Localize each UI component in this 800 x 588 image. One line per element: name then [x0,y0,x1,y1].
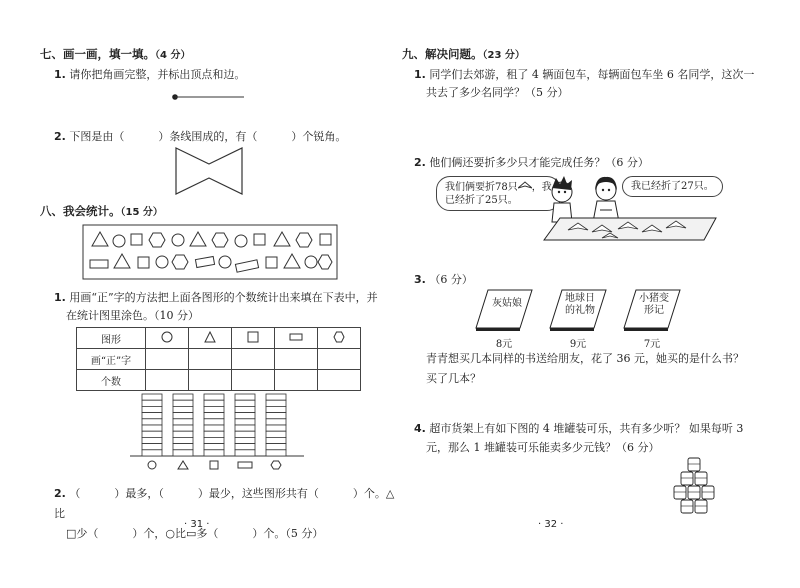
bar-cell-square[interactable] [204,450,224,456]
triangle-icon [204,331,216,343]
angle-drawing[interactable] [168,90,248,104]
rectangle-icon [289,332,303,342]
bar-cell-hexagon[interactable] [266,425,286,431]
sec8-q1: 1. 用画“正”字的方法把上面各图形的个数统计出来填在下表中，并 在统计图里涂色。（10 分） [54,291,378,322]
shape-square [320,234,331,245]
soda-can [688,486,700,499]
bar-cell-triangle[interactable] [173,444,193,450]
bar-cell-rectangle[interactable] [235,437,255,443]
sec9-q1: 1. 同学们去郊游，租了 4 辆面包车，每辆面包车坐 6 名同学，这次一 共去了多少名同学？（5 分） [414,68,755,99]
paper-crane-icon [518,180,532,190]
bar-cell-circle[interactable] [142,425,162,431]
section-9-score: （23 分） [482,50,525,61]
shape-hexagon [212,233,228,247]
bar-cell-square[interactable] [204,413,224,419]
shape-rectangle [90,260,108,268]
bar-graph-grid[interactable] [130,392,306,478]
soda-can [674,486,686,499]
count-cell[interactable] [275,370,318,391]
shape-rectangle [235,260,258,272]
shape-square [266,257,277,268]
soda-can [695,500,707,513]
page-number-right: · 32 · [538,519,564,530]
section-7-heading [40,46,190,62]
rectangle-icon [238,462,252,468]
section-7-score: （4 分） [155,50,191,61]
shape-hexagon [149,233,165,247]
bar-cell-triangle[interactable] [173,431,193,437]
section-8-heading [40,203,163,219]
shape-hexagon [318,255,332,269]
right-page [400,0,800,588]
count-cell[interactable] [189,370,232,391]
square-icon [210,461,218,469]
bar-cell-hexagon[interactable] [266,394,286,400]
bar-cell-square[interactable] [204,437,224,443]
book-price: 9元 [569,339,587,350]
book-price: 7元 [643,339,661,350]
bar-cell-rectangle[interactable] [235,406,255,412]
bar-cell-rectangle[interactable] [235,444,255,450]
hexagon-icon [333,331,345,343]
shape-hexagon [296,233,312,247]
header-count: 个数 [77,370,146,391]
bar-cell-circle[interactable] [142,444,162,450]
bar-cell-hexagon[interactable] [266,413,286,419]
bar-cell-triangle[interactable] [173,437,193,443]
bar-cell-square[interactable] [204,425,224,431]
bowtie-figure [174,146,244,196]
hexagon-icon [271,461,281,469]
book-price: 8元 [495,339,513,350]
bar-cell-triangle[interactable] [173,450,193,456]
desk-with-cranes [538,214,718,244]
sec9-q4: 4. 超市货架上有如下图的 4 堆罐装可乐，共有多少听？ 如果每听 3 元，那么 1 堆罐装可乐能卖多少元钱？（6 分） [414,422,744,454]
bar-cell-triangle[interactable] [173,406,193,412]
shape-circle [172,234,184,246]
bar-cell-triangle[interactable] [173,425,193,431]
bar-cell-circle[interactable] [142,406,162,412]
bar-cell-hexagon[interactable] [266,406,286,412]
section-8-title: 八、我会统计。 [40,204,121,218]
section-7-title: 七、画一画，填一填。 [40,47,155,61]
count-cell[interactable] [146,370,189,391]
count-cell[interactable] [232,370,275,391]
tally-table [76,327,361,391]
page-number-left: · 31 · [184,519,210,530]
bar-cell-rectangle[interactable] [235,425,255,431]
shape-triangle [190,232,206,246]
bar-cell-rectangle[interactable] [235,431,255,437]
bar-cell-hexagon[interactable] [266,419,286,425]
section-9-title: 九、解决问题。 [402,47,483,61]
bar-cell-triangle[interactable] [173,394,193,400]
bar-cell-rectangle[interactable] [235,413,255,419]
shape-circle [156,256,168,268]
soda-can-stack [672,456,718,514]
sec7-q1-text: 请你把角画完整，并标出顶点和边。 [69,68,246,81]
soda-can [702,486,714,499]
shapes-box [82,224,338,280]
soda-can [681,472,693,485]
bar-cell-circle[interactable] [142,431,162,437]
soda-can [695,472,707,485]
shape-circle [219,256,231,268]
soda-can [681,500,693,513]
bar-cell-square[interactable] [204,400,224,406]
shape-square [254,234,265,245]
bar-cell-circle[interactable] [142,437,162,443]
circle-icon [161,331,173,343]
bar-cell-circle[interactable] [142,400,162,406]
shape-circle [113,235,125,247]
book-2[interactable]: 地球日 的礼物 9元 [548,288,608,350]
bar-cell-square[interactable] [204,406,224,412]
shape-square [131,234,142,245]
shape-triangle [284,254,300,268]
bar-cell-rectangle[interactable] [235,394,255,400]
sec8-q2: 2. （ ）最多，（ ）最少，这些图形共有（ ）个。△比 □少（ ）个，○比▭多（ ）个。（5 分） [54,487,395,540]
tally-cell[interactable] [189,349,232,370]
shape-rectangle [195,256,214,267]
count-cell[interactable] [318,370,361,391]
tally-cell[interactable] [232,349,275,370]
bar-cell-circle[interactable] [142,419,162,425]
soda-can [688,458,700,471]
shape-triangle [274,232,290,246]
book-3[interactable]: 小猪变 形记 7元 [622,288,682,350]
bar-cell-triangle[interactable] [173,400,193,406]
bar-cell-square[interactable] [204,431,224,437]
speech-bubble-right: 我已经折了27只。 [622,176,723,197]
section-8-score: （15 分） [120,207,163,218]
shape-hexagon [172,255,188,269]
sec9-q3-text: 青青想买几本同样的书送给朋友，花了 36 元，她买的是什么书？ 买了几本？ [426,352,744,385]
bar-cell-square[interactable] [204,394,224,400]
bar-cell-hexagon[interactable] [266,444,286,450]
sec7-q2: 2. 下图是由（ ）条线围成的，有（ ）个锐角。 [54,130,347,143]
bar-cell-hexagon[interactable] [266,431,286,437]
header-shape: 图形 [77,328,146,349]
bar-cell-square[interactable] [204,419,224,425]
bar-cell-circle[interactable] [142,413,162,419]
triangle-icon [178,461,188,469]
book-1[interactable]: 灰姑娘 8元 [474,288,534,350]
speech-bubble-left: 我们俩要折78只 ，我 已经折了25只。 [436,176,561,211]
bar-cell-triangle[interactable] [173,419,193,425]
bar-cell-triangle[interactable] [173,413,193,419]
tally-cell[interactable] [146,349,189,370]
square-icon [247,331,259,343]
bar-cell-rectangle[interactable] [235,450,255,456]
bar-cell-hexagon[interactable] [266,400,286,406]
bar-cell-circle[interactable] [142,450,162,456]
sec9-q2: 2. 他们俩还要折多少只才能完成任务？（6 分） [414,156,649,169]
bar-cell-rectangle[interactable] [235,419,255,425]
section-9-heading [402,46,525,62]
bar-cell-hexagon[interactable] [266,450,286,456]
bar-cell-square[interactable] [204,444,224,450]
shape-circle [235,235,247,247]
header-tally: 画“正”字 [77,349,146,370]
shape-circle [305,256,317,268]
shape-triangle [92,232,108,246]
tally-cell[interactable] [318,349,361,370]
circle-icon [148,461,156,469]
sec9-q3: 3. （6 分） [414,273,473,286]
sec7-q1: 1. 请你把角画完整，并标出顶点和边。 [54,68,246,81]
tally-cell[interactable] [275,349,318,370]
shape-triangle [114,254,130,268]
bar-cell-rectangle[interactable] [235,400,255,406]
bar-cell-circle[interactable] [142,394,162,400]
shape-square [138,257,149,268]
bar-cell-hexagon[interactable] [266,437,286,443]
